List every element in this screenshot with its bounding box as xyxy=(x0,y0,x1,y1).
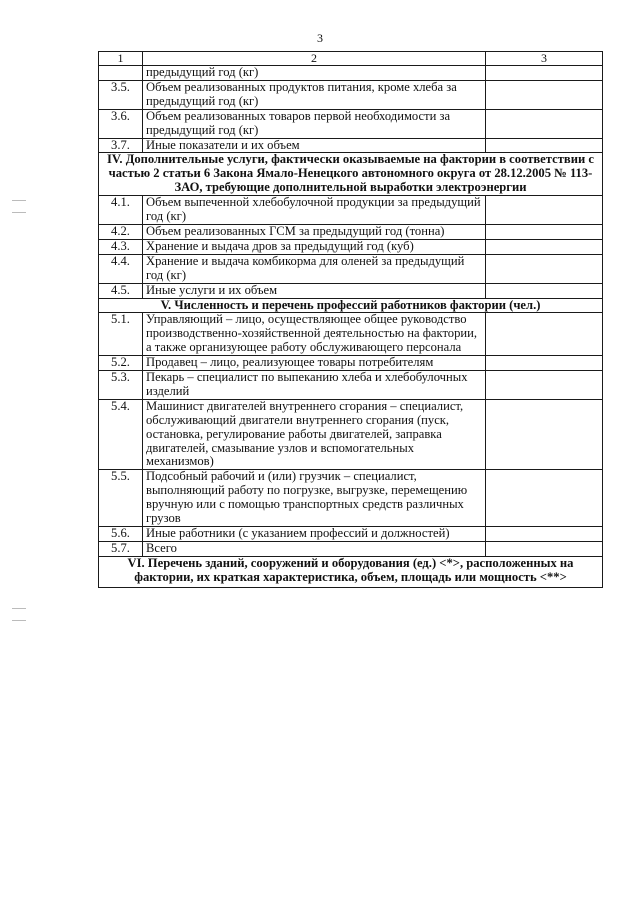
value-cell[interactable] xyxy=(486,356,603,371)
table-row xyxy=(99,80,603,109)
column-header: 2 xyxy=(143,52,486,66)
table-row xyxy=(99,356,603,371)
row-number: 3.5. xyxy=(99,80,143,109)
table-row xyxy=(99,527,603,542)
row-description: Объем реализованных ГСМ за предыдущий год (тонна) xyxy=(143,224,486,239)
row-number: 4.2. xyxy=(99,224,143,239)
section-header-row xyxy=(99,556,603,587)
row-description: Пекарь – специалист по выпеканию хлеба и хлебобулочных изделий xyxy=(143,371,486,400)
table-body xyxy=(99,52,603,588)
value-cell[interactable] xyxy=(486,66,603,81)
value-cell[interactable] xyxy=(486,371,603,400)
table-row xyxy=(99,109,603,138)
row-number: 4.3. xyxy=(99,239,143,254)
row-number: 4.4. xyxy=(99,254,143,283)
row-description: Иные услуги и их объем xyxy=(143,283,486,298)
table-row xyxy=(99,371,603,400)
section-header-row xyxy=(99,298,603,313)
scan-edge-mark xyxy=(12,200,26,201)
value-cell[interactable] xyxy=(486,224,603,239)
row-number: 5.1. xyxy=(99,313,143,356)
table-row xyxy=(99,283,603,298)
table-row xyxy=(99,254,603,283)
row-number xyxy=(99,66,143,81)
row-number: 5.3. xyxy=(99,371,143,400)
section-header-row xyxy=(99,153,603,196)
table-row xyxy=(99,313,603,356)
row-number: 5.6. xyxy=(99,527,143,542)
row-description: Иные работники (с указанием профессий и должностей) xyxy=(143,527,486,542)
row-number: 3.7. xyxy=(99,138,143,153)
value-cell[interactable] xyxy=(486,138,603,153)
row-description: Хранение и выдача комбикорма для оленей за предыдущий год (кг) xyxy=(143,254,486,283)
row-description: Объем реализованных продуктов питания, кроме хлеба за предыдущий год (кг) xyxy=(143,80,486,109)
row-number: 5.2. xyxy=(99,356,143,371)
column-header: 1 xyxy=(99,52,143,66)
table-row xyxy=(99,138,603,153)
row-description: Объем выпеченной хлебобулочной продукции за предыдущий год (кг) xyxy=(143,196,486,225)
value-cell[interactable] xyxy=(486,109,603,138)
scan-edge-mark xyxy=(12,608,26,609)
table-row xyxy=(99,541,603,556)
scan-edge-mark xyxy=(12,212,26,213)
row-number: 5.7. xyxy=(99,541,143,556)
value-cell[interactable] xyxy=(486,196,603,225)
row-number: 3.6. xyxy=(99,109,143,138)
scan-edge-mark xyxy=(12,620,26,621)
table-row xyxy=(99,224,603,239)
table-row xyxy=(99,399,603,470)
row-description: Управляющий – лицо, осуществляющее общее руководство производственно-хозяйственной деятельностью на фактории, а также организующее работу обслуживающего персонала xyxy=(143,313,486,356)
row-description: Всего xyxy=(143,541,486,556)
table-row xyxy=(99,470,603,527)
page-number: 3 xyxy=(317,31,323,45)
section-title: VI. Перечень зданий, сооружений и оборудования (ед.) <*>, расположенных на фактории, их краткая характеристика, объем, площадь или мощность <**> xyxy=(99,556,603,587)
row-description: предыдущий год (кг) xyxy=(143,66,486,81)
value-cell[interactable] xyxy=(486,254,603,283)
value-cell[interactable] xyxy=(486,80,603,109)
section-title: V. Численность и перечень профессий работников фактории (чел.) xyxy=(99,298,603,313)
row-number: 4.1. xyxy=(99,196,143,225)
row-description: Иные показатели и их объем xyxy=(143,138,486,153)
row-description: Хранение и выдача дров за предыдущий год (куб) xyxy=(143,239,486,254)
value-cell[interactable] xyxy=(486,541,603,556)
row-number: 4.5. xyxy=(99,283,143,298)
factoria-data-table xyxy=(98,51,603,588)
value-cell[interactable] xyxy=(486,313,603,356)
table-header-row xyxy=(99,52,603,66)
table-row xyxy=(99,196,603,225)
value-cell[interactable] xyxy=(486,399,603,470)
row-number: 5.4. xyxy=(99,399,143,470)
value-cell[interactable] xyxy=(486,527,603,542)
row-description: Подсобный рабочий и (или) грузчик – специалист, выполняющий работу по погрузке, выгрузке, перемещению вручную или с помощью транспортных средств различных грузов xyxy=(143,470,486,527)
section-title: IV. Дополнительные услуги, фактически оказываемые на фактории в соответствии с частью 2 статьи 6 Закона Ямало-Ненецкого автономного округа от 28.12.2005 № 113-ЗАО, требующие дополнительной выработки электроэнергии xyxy=(99,153,603,196)
row-number: 5.5. xyxy=(99,470,143,527)
row-description: Продавец – лицо, реализующее товары потребителям xyxy=(143,356,486,371)
column-header: 3 xyxy=(486,52,603,66)
value-cell[interactable] xyxy=(486,239,603,254)
value-cell[interactable] xyxy=(486,283,603,298)
value-cell[interactable] xyxy=(486,470,603,527)
row-description: Объем реализованных товаров первой необходимости за предыдущий год (кг) xyxy=(143,109,486,138)
table-row xyxy=(99,239,603,254)
table-row xyxy=(99,66,603,81)
row-description: Машинист двигателей внутреннего сгорания – специалист, обслуживающий двигатели внутреннего сгорания (пуск, остановка, регулирование работы двигателей, заправка двигателей, смазывание узлов и вспомогательных механизмов) xyxy=(143,399,486,470)
